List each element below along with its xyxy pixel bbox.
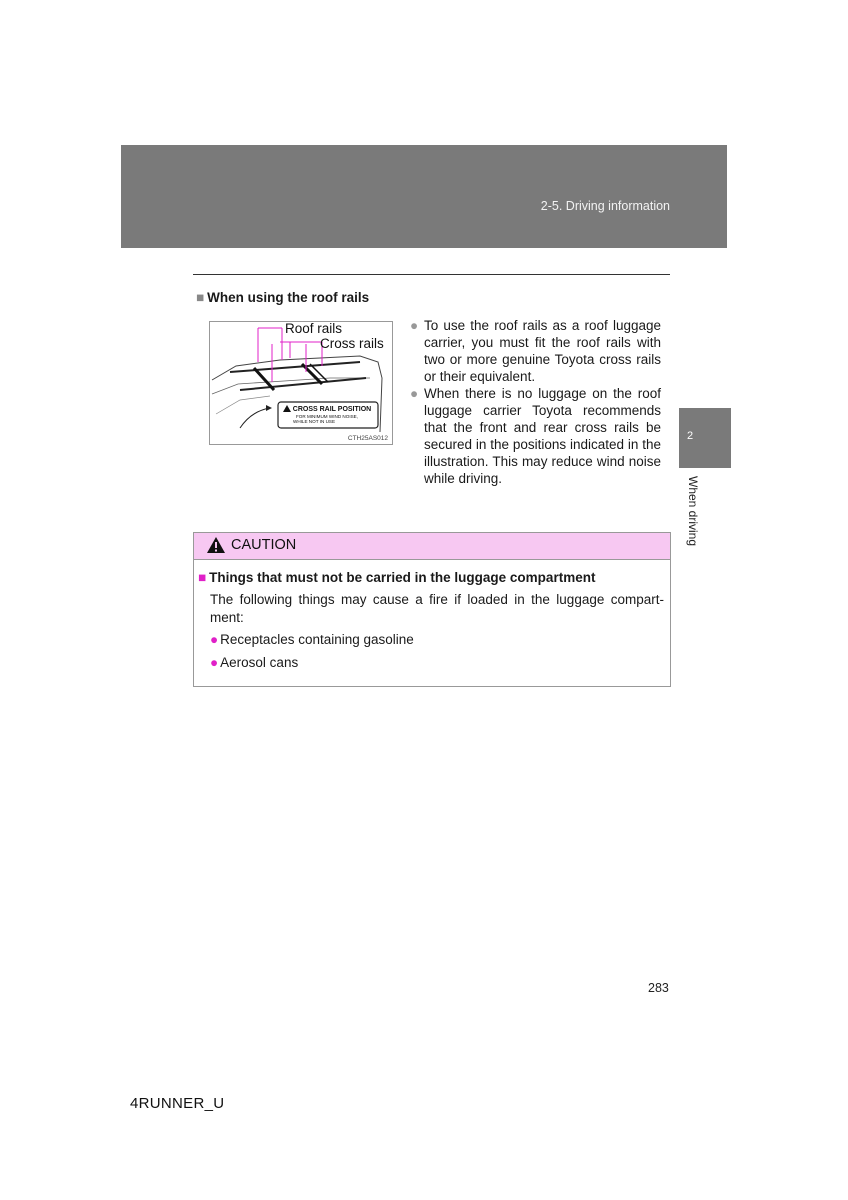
bullet-marker: ● <box>410 318 419 333</box>
cross-rails-label: Cross rails <box>320 336 384 351</box>
bullet-text: To use the roof rails as a roof luggage carrier, you must fit the roof rails with two or more genuine Toyota cross rails or their equivalent. <box>424 318 661 384</box>
sticker-line-1: FOR MINIMUM WIND NOISE, <box>295 414 359 419</box>
figure-code: CTH25AS012 <box>347 435 388 442</box>
header-rule <box>193 274 670 275</box>
caution-box <box>193 532 671 687</box>
section-heading <box>196 290 369 305</box>
page-number: 283 <box>648 981 669 995</box>
section-heading-text: When using the roof rails <box>207 290 370 305</box>
list-item <box>210 655 298 670</box>
header-band <box>121 145 727 248</box>
bullet-marker: ● <box>410 386 419 401</box>
sticker-line-2: WHILE NOT IN USE <box>292 419 336 424</box>
caution-body: The following things may cause a fire if loaded in the luggage compart-ment: <box>210 592 664 625</box>
caution-heading <box>198 570 595 585</box>
chapter-number: 2 <box>687 430 694 442</box>
chapter-label: When driving <box>686 476 700 547</box>
caution-heading-text: Things that must not be carried in the luggage compartment <box>209 570 596 585</box>
bullet-text: When there is no luggage on the roof luggage carrier Toyota recommends that the front and rear cross rails be secured in the positions indicated in the illustration. This may reduce wind noise while driving. <box>424 386 661 486</box>
bullet-list <box>410 317 661 487</box>
caution-item-marker: ● <box>210 632 219 647</box>
list-item <box>410 317 661 385</box>
list-item <box>210 632 414 647</box>
chapter-tab[interactable] <box>679 408 731 468</box>
list-item <box>410 385 661 487</box>
warning-icon <box>206 536 226 554</box>
caution-item-text: Receptacles containing gasoline <box>220 632 414 647</box>
caution-header <box>194 533 670 560</box>
roof-rails-label: Roof rails <box>285 321 343 336</box>
caution-title: CAUTION <box>231 537 297 553</box>
roof-rails-illustration <box>209 321 393 445</box>
section-title: 2-5. Driving information <box>540 199 670 213</box>
footer-code: 4RUNNER_U <box>130 1095 225 1112</box>
caution-item-marker: ● <box>210 655 219 670</box>
caution-marker: ■ <box>198 570 207 585</box>
caution-item-text: Aerosol cans <box>220 655 299 670</box>
section-marker: ■ <box>196 290 205 305</box>
sticker-title: CROSS RAIL POSITION <box>292 406 372 413</box>
